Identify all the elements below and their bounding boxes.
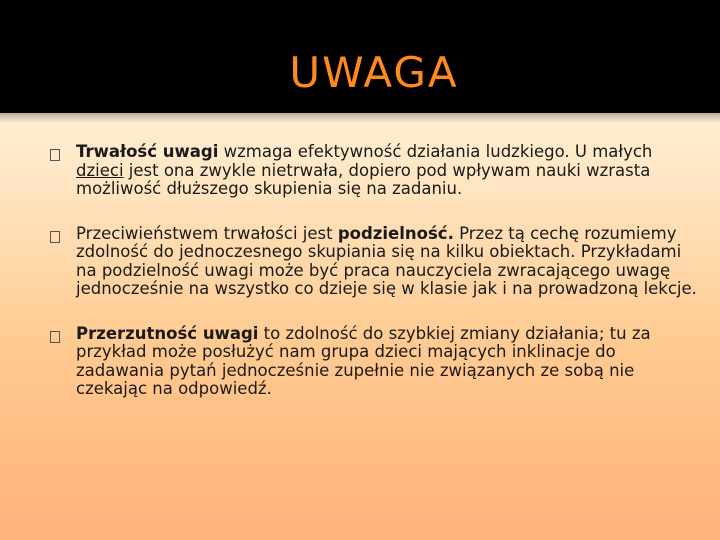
bullet-text-part: Przez tą cechę rozumiemy zdolność do jednoczesnego skupiania się na kilku obiektach. Przykładami na podzielność uwagi może być praca nauczyciela zwracającego uwagę jednocześnie na wszystko co dzieje się w klasie jak i na prowadzoną lekcje.	[76, 223, 697, 298]
bullet-text-part: jest ona zwykle nietrwała, dopiero pod wpływam nauki wzrasta możliwość dłuższego skupienia się na zadaniu.	[76, 160, 651, 198]
bullet-lead-term: Przerzutność uwagi	[76, 323, 259, 343]
bullet-item-przerzutnosc	[48, 325, 698, 399]
bullet-text-part: wzmaga efektywność działania ludzkiego. U małych	[218, 142, 653, 161]
slide-title: UWAGA	[289, 48, 459, 97]
square-bullet-icon	[50, 231, 60, 243]
square-bullet-icon	[50, 331, 60, 343]
bullet-text-part: to zdolność do szybkiej zmiany działania; tu za przykład może posłużyć nam grupa dzieci mających inklinacje do zadawania pytań jednocześnie zupełnie nie związanych ze sobą nie czekając na odpowiedź.	[76, 323, 651, 398]
bullet-emphasis-term: podzielność.	[337, 223, 454, 243]
bullet-item-trwalosc	[48, 143, 698, 199]
title-bar-shadow	[0, 113, 720, 123]
square-bullet-icon	[50, 149, 60, 161]
bullet-text-part: Przeciwieństwem trwałości jest	[76, 223, 338, 243]
bullet-text	[76, 225, 698, 299]
slide-content	[48, 143, 698, 425]
bullet-text	[76, 143, 698, 199]
bullet-lead-term: Trwałość uwagi	[76, 142, 219, 161]
bullet-item-podzielnosc	[48, 225, 698, 299]
bullet-text	[76, 325, 698, 399]
dzieci-link[interactable]: dzieci	[76, 160, 124, 180]
